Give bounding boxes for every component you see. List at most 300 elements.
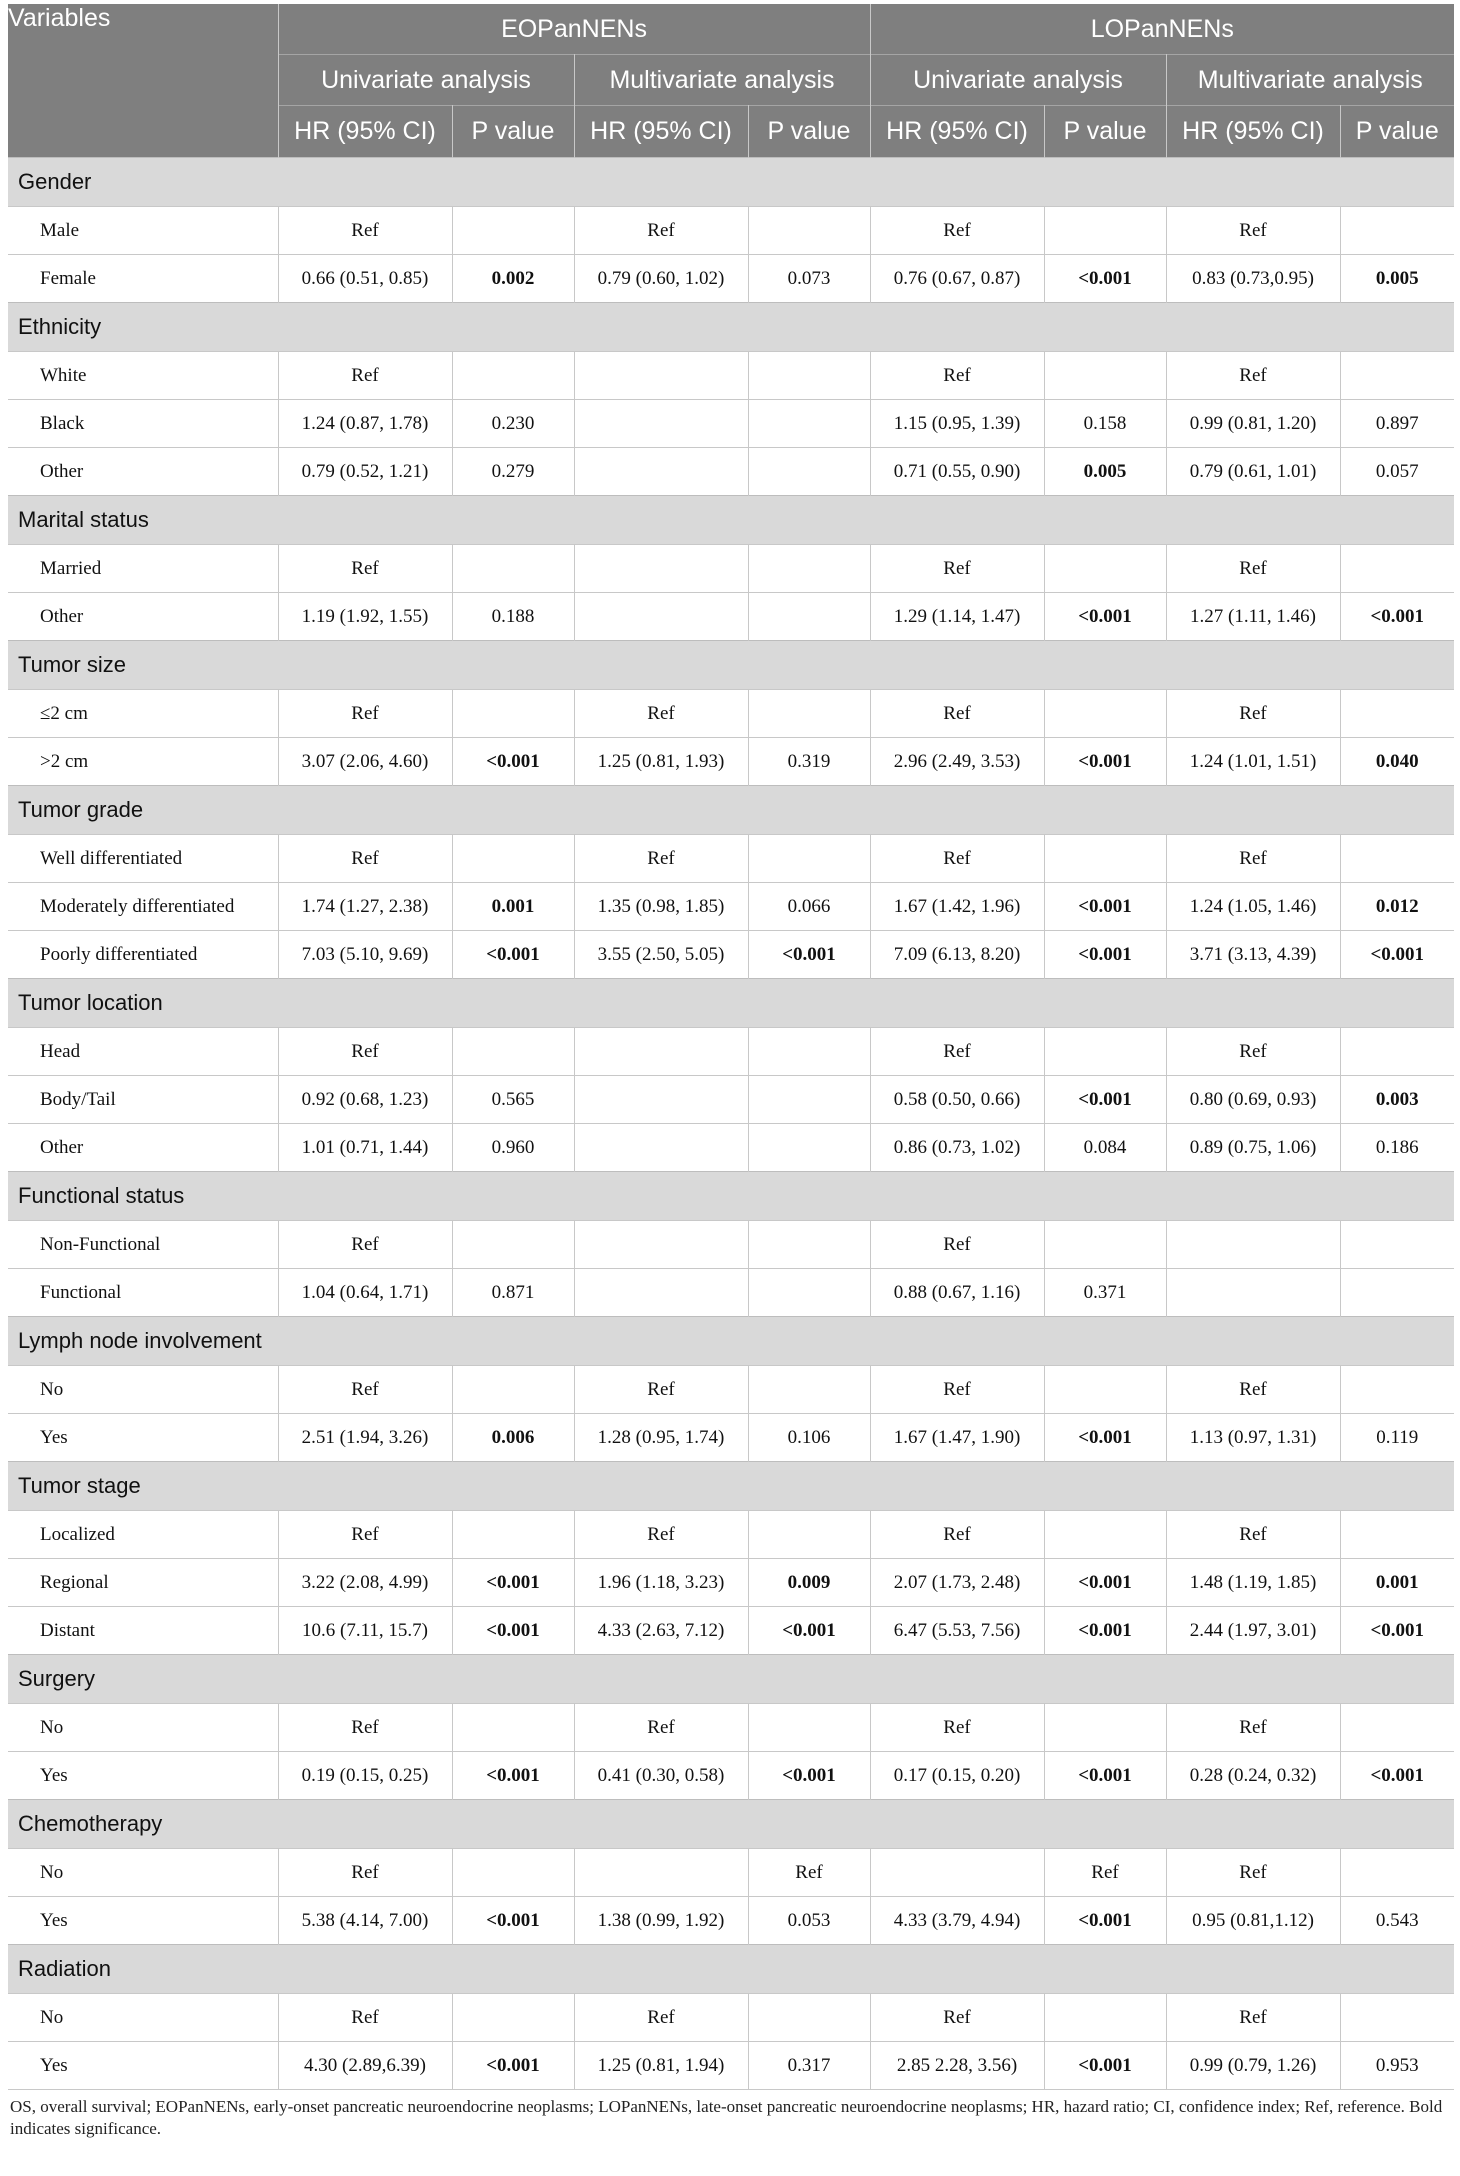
p-value-cell bbox=[748, 400, 870, 448]
section-row bbox=[8, 1462, 1454, 1511]
table-row bbox=[8, 1269, 1454, 1317]
p-value-cell: 0.005 bbox=[1044, 448, 1166, 496]
section-row bbox=[8, 1317, 1454, 1366]
p-value-cell bbox=[1340, 1994, 1454, 2042]
hr-cell: 0.89 (0.75, 1.06) bbox=[1166, 1124, 1340, 1172]
p-value-cell: <0.001 bbox=[748, 1752, 870, 1800]
table-row bbox=[8, 1897, 1454, 1945]
p-value-cell: <0.001 bbox=[1340, 931, 1454, 979]
row-label: Functional bbox=[8, 1269, 278, 1317]
p-value-cell bbox=[1044, 690, 1166, 738]
p-value-cell bbox=[452, 1849, 574, 1897]
p-value-cell: 0.057 bbox=[1340, 448, 1454, 496]
hr-cell: Ref bbox=[1166, 545, 1340, 593]
section-title: Radiation bbox=[8, 1945, 1454, 1994]
p-value-cell: <0.001 bbox=[1044, 2042, 1166, 2090]
hr-cell: Ref bbox=[278, 1366, 452, 1414]
row-label: Yes bbox=[8, 1414, 278, 1462]
column-header-p: P value bbox=[1044, 106, 1166, 158]
row-label: Yes bbox=[8, 2042, 278, 2090]
table-row bbox=[8, 1028, 1454, 1076]
row-label: Other bbox=[8, 1124, 278, 1172]
p-value-cell bbox=[748, 352, 870, 400]
section-title: Functional status bbox=[8, 1172, 1454, 1221]
analysis-header: Univariate analysis bbox=[870, 55, 1166, 106]
hr-cell: 0.86 (0.73, 1.02) bbox=[870, 1124, 1044, 1172]
table-row bbox=[8, 207, 1454, 255]
section-row bbox=[8, 1172, 1454, 1221]
p-value-cell: <0.001 bbox=[748, 931, 870, 979]
hr-cell: 0.71 (0.55, 0.90) bbox=[870, 448, 1044, 496]
p-value-cell bbox=[452, 352, 574, 400]
row-label: No bbox=[8, 1849, 278, 1897]
hr-cell: Ref bbox=[870, 545, 1044, 593]
p-value-cell bbox=[748, 690, 870, 738]
analysis-header: Multivariate analysis bbox=[1166, 55, 1454, 106]
p-value-cell bbox=[1044, 352, 1166, 400]
hr-cell: Ref bbox=[278, 690, 452, 738]
hr-cell: Ref bbox=[574, 835, 748, 883]
table-row bbox=[8, 1076, 1454, 1124]
hr-cell: Ref bbox=[1166, 207, 1340, 255]
hr-cell: 3.71 (3.13, 4.39) bbox=[1166, 931, 1340, 979]
p-value-cell: 0.084 bbox=[1044, 1124, 1166, 1172]
p-value-cell: 0.066 bbox=[748, 883, 870, 931]
hr-cell: 2.51 (1.94, 3.26) bbox=[278, 1414, 452, 1462]
hr-cell: Ref bbox=[1166, 1704, 1340, 1752]
p-value-cell: <0.001 bbox=[1044, 1607, 1166, 1655]
p-value-cell: 0.871 bbox=[452, 1269, 574, 1317]
hr-cell: 0.79 (0.60, 1.02) bbox=[574, 255, 748, 303]
p-value-cell bbox=[452, 1366, 574, 1414]
p-value-cell: 0.040 bbox=[1340, 738, 1454, 786]
hr-cell: Ref bbox=[870, 352, 1044, 400]
row-label: Yes bbox=[8, 1897, 278, 1945]
hr-cell: Ref bbox=[870, 207, 1044, 255]
row-label: ≤2 cm bbox=[8, 690, 278, 738]
hr-cell: 1.24 (1.05, 1.46) bbox=[1166, 883, 1340, 931]
p-value-cell bbox=[748, 1366, 870, 1414]
p-value-cell: 0.001 bbox=[1340, 1559, 1454, 1607]
table-row bbox=[8, 545, 1454, 593]
p-value-cell: 0.953 bbox=[1340, 2042, 1454, 2090]
row-label: White bbox=[8, 352, 278, 400]
p-value-cell bbox=[1044, 1366, 1166, 1414]
p-value-cell bbox=[748, 1704, 870, 1752]
section-title: Tumor size bbox=[8, 641, 1454, 690]
hr-cell: Ref bbox=[278, 545, 452, 593]
hr-cell: 1.13 (0.97, 1.31) bbox=[1166, 1414, 1340, 1462]
column-header-p: P value bbox=[1340, 106, 1454, 158]
p-value-cell bbox=[1044, 1704, 1166, 1752]
column-header-hr: HR (95% CI) bbox=[574, 106, 748, 158]
hr-cell: 1.28 (0.95, 1.74) bbox=[574, 1414, 748, 1462]
p-value-cell: <0.001 bbox=[1340, 1607, 1454, 1655]
p-value-cell bbox=[1044, 545, 1166, 593]
table-row bbox=[8, 1221, 1454, 1269]
hr-cell bbox=[574, 352, 748, 400]
table-row bbox=[8, 1511, 1454, 1559]
p-value-cell bbox=[1340, 1221, 1454, 1269]
p-value-cell: 0.002 bbox=[452, 255, 574, 303]
hr-cell: Ref bbox=[1166, 1511, 1340, 1559]
group-header-lopannens: LOPanNENs bbox=[870, 4, 1454, 55]
table-row bbox=[8, 400, 1454, 448]
analysis-header: Univariate analysis bbox=[278, 55, 574, 106]
section-title: Tumor grade bbox=[8, 786, 1454, 835]
row-label: Localized bbox=[8, 1511, 278, 1559]
p-value-cell bbox=[452, 835, 574, 883]
p-value-cell: Ref bbox=[748, 1849, 870, 1897]
p-value-cell: 0.897 bbox=[1340, 400, 1454, 448]
p-value-cell: 0.186 bbox=[1340, 1124, 1454, 1172]
table-row bbox=[8, 931, 1454, 979]
hr-cell: Ref bbox=[574, 1704, 748, 1752]
hr-cell: 0.92 (0.68, 1.23) bbox=[278, 1076, 452, 1124]
hr-cell: 2.07 (1.73, 2.48) bbox=[870, 1559, 1044, 1607]
p-value-cell bbox=[748, 1994, 870, 2042]
hr-cell: 0.41 (0.30, 0.58) bbox=[574, 1752, 748, 1800]
group-header-eopannens: EOPanNENs bbox=[278, 4, 870, 55]
analysis-header: Multivariate analysis bbox=[574, 55, 870, 106]
hr-cell: Ref bbox=[1166, 835, 1340, 883]
hr-cell: Ref bbox=[278, 1704, 452, 1752]
column-header-hr: HR (95% CI) bbox=[1166, 106, 1340, 158]
column-header-p: P value bbox=[748, 106, 870, 158]
row-label: Well differentiated bbox=[8, 835, 278, 883]
hr-cell: 1.01 (0.71, 1.44) bbox=[278, 1124, 452, 1172]
p-value-cell: <0.001 bbox=[1044, 593, 1166, 641]
hr-cell: Ref bbox=[870, 690, 1044, 738]
hr-cell: 2.96 (2.49, 3.53) bbox=[870, 738, 1044, 786]
p-value-cell: 0.565 bbox=[452, 1076, 574, 1124]
p-value-cell bbox=[452, 1511, 574, 1559]
hr-cell: 1.19 (1.92, 1.55) bbox=[278, 593, 452, 641]
p-value-cell: 0.006 bbox=[452, 1414, 574, 1462]
p-value-cell: <0.001 bbox=[452, 931, 574, 979]
row-label: Female bbox=[8, 255, 278, 303]
p-value-cell bbox=[452, 690, 574, 738]
section-title: Gender bbox=[8, 158, 1454, 207]
table-row bbox=[8, 690, 1454, 738]
p-value-cell bbox=[452, 545, 574, 593]
column-header-hr: HR (95% CI) bbox=[278, 106, 452, 158]
p-value-cell: <0.001 bbox=[452, 1897, 574, 1945]
row-label: Yes bbox=[8, 1752, 278, 1800]
p-value-cell: <0.001 bbox=[452, 2042, 574, 2090]
hr-cell: 0.19 (0.15, 0.25) bbox=[278, 1752, 452, 1800]
column-header-p: P value bbox=[452, 106, 574, 158]
table-row bbox=[8, 352, 1454, 400]
section-row bbox=[8, 303, 1454, 352]
hr-cell: Ref bbox=[278, 1849, 452, 1897]
hr-cell: Ref bbox=[278, 1221, 452, 1269]
p-value-cell bbox=[1044, 1028, 1166, 1076]
hr-cell bbox=[574, 1076, 748, 1124]
table-row bbox=[8, 1559, 1454, 1607]
hr-cell bbox=[870, 1849, 1044, 1897]
hr-cell: 5.38 (4.14, 7.00) bbox=[278, 1897, 452, 1945]
hr-cell: 2.85 2.28, 3.56) bbox=[870, 2042, 1044, 2090]
p-value-cell: <0.001 bbox=[1044, 738, 1166, 786]
hr-cell: 2.44 (1.97, 3.01) bbox=[1166, 1607, 1340, 1655]
p-value-cell bbox=[452, 207, 574, 255]
p-value-cell bbox=[1340, 545, 1454, 593]
hr-cell: Ref bbox=[278, 352, 452, 400]
hr-cell: 0.76 (0.67, 0.87) bbox=[870, 255, 1044, 303]
p-value-cell: 0.543 bbox=[1340, 1897, 1454, 1945]
p-value-cell bbox=[1340, 1269, 1454, 1317]
section-row bbox=[8, 1945, 1454, 1994]
p-value-cell: <0.001 bbox=[452, 1752, 574, 1800]
p-value-cell: 0.230 bbox=[452, 400, 574, 448]
p-value-cell: 0.009 bbox=[748, 1559, 870, 1607]
p-value-cell: <0.001 bbox=[1044, 883, 1166, 931]
section-title: Lymph node involvement bbox=[8, 1317, 1454, 1366]
hr-cell: Ref bbox=[1166, 352, 1340, 400]
hr-cell: 4.30 (2.89,6.39) bbox=[278, 2042, 452, 2090]
table-row bbox=[8, 1849, 1454, 1897]
row-label: No bbox=[8, 1704, 278, 1752]
hr-cell: 1.29 (1.14, 1.47) bbox=[870, 593, 1044, 641]
p-value-cell: <0.001 bbox=[1044, 1752, 1166, 1800]
hr-cell: 1.25 (0.81, 1.94) bbox=[574, 2042, 748, 2090]
table-row bbox=[8, 835, 1454, 883]
section-row bbox=[8, 1655, 1454, 1704]
row-label: Other bbox=[8, 448, 278, 496]
hr-cell: 1.24 (1.01, 1.51) bbox=[1166, 738, 1340, 786]
p-value-cell: 0.317 bbox=[748, 2042, 870, 2090]
p-value-cell bbox=[1340, 352, 1454, 400]
table-row bbox=[8, 1366, 1454, 1414]
p-value-cell: <0.001 bbox=[452, 1607, 574, 1655]
cox-regression-table bbox=[8, 4, 1454, 2090]
table-row bbox=[8, 1124, 1454, 1172]
p-value-cell: <0.001 bbox=[452, 1559, 574, 1607]
table-footnote: OS, overall survival; EOPanNENs, early-onset pancreatic neuroendocrine neoplasms; LOPanNENs, late-onset pancreatic neuroendocrine neoplasms; HR, hazard ratio; CI, confidence index; Ref, reference. Bold indicates significance. bbox=[10, 2097, 1443, 2138]
p-value-cell: 0.119 bbox=[1340, 1414, 1454, 1462]
row-label: Non-Functional bbox=[8, 1221, 278, 1269]
column-header-hr: HR (95% CI) bbox=[870, 106, 1044, 158]
table-row bbox=[8, 738, 1454, 786]
p-value-cell: <0.001 bbox=[748, 1607, 870, 1655]
hr-cell: 10.6 (7.11, 15.7) bbox=[278, 1607, 452, 1655]
p-value-cell bbox=[748, 1269, 870, 1317]
section-row bbox=[8, 641, 1454, 690]
p-value-cell bbox=[1044, 1511, 1166, 1559]
hr-cell: 1.27 (1.11, 1.46) bbox=[1166, 593, 1340, 641]
hr-cell bbox=[574, 448, 748, 496]
p-value-cell: 0.188 bbox=[452, 593, 574, 641]
p-value-cell bbox=[1044, 1994, 1166, 2042]
p-value-cell bbox=[748, 545, 870, 593]
section-row bbox=[8, 1800, 1454, 1849]
hr-cell: Ref bbox=[1166, 1366, 1340, 1414]
hr-cell: Ref bbox=[574, 1366, 748, 1414]
row-label: No bbox=[8, 1366, 278, 1414]
hr-cell: Ref bbox=[870, 1028, 1044, 1076]
hr-cell bbox=[574, 1028, 748, 1076]
hr-cell: 4.33 (3.79, 4.94) bbox=[870, 1897, 1044, 1945]
table-row bbox=[8, 2042, 1454, 2090]
p-value-cell bbox=[748, 593, 870, 641]
row-label: Male bbox=[8, 207, 278, 255]
hr-cell: Ref bbox=[574, 1994, 748, 2042]
section-title: Tumor location bbox=[8, 979, 1454, 1028]
hr-cell: Ref bbox=[574, 690, 748, 738]
hr-cell: 3.07 (2.06, 4.60) bbox=[278, 738, 452, 786]
hr-cell: 0.79 (0.61, 1.01) bbox=[1166, 448, 1340, 496]
row-label: Poorly differentiated bbox=[8, 931, 278, 979]
hr-cell bbox=[1166, 1221, 1340, 1269]
p-value-cell: 0.960 bbox=[452, 1124, 574, 1172]
p-value-cell: <0.001 bbox=[1044, 1897, 1166, 1945]
row-label: Regional bbox=[8, 1559, 278, 1607]
hr-cell: 0.95 (0.81,1.12) bbox=[1166, 1897, 1340, 1945]
p-value-cell: 0.001 bbox=[452, 883, 574, 931]
table-row bbox=[8, 255, 1454, 303]
p-value-cell: 0.319 bbox=[748, 738, 870, 786]
hr-cell: 1.67 (1.42, 1.96) bbox=[870, 883, 1044, 931]
p-value-cell: Ref bbox=[1044, 1849, 1166, 1897]
table-row bbox=[8, 448, 1454, 496]
hr-cell bbox=[574, 1849, 748, 1897]
hr-cell: 0.80 (0.69, 0.93) bbox=[1166, 1076, 1340, 1124]
hr-cell: 1.35 (0.98, 1.85) bbox=[574, 883, 748, 931]
hr-cell: 1.24 (0.87, 1.78) bbox=[278, 400, 452, 448]
p-value-cell: 0.012 bbox=[1340, 883, 1454, 931]
hr-cell: 1.38 (0.99, 1.92) bbox=[574, 1897, 748, 1945]
table-header bbox=[8, 4, 1454, 158]
hr-cell: 7.03 (5.10, 9.69) bbox=[278, 931, 452, 979]
hr-cell bbox=[574, 593, 748, 641]
row-label: Distant bbox=[8, 1607, 278, 1655]
p-value-cell: 0.158 bbox=[1044, 400, 1166, 448]
p-value-cell: <0.001 bbox=[1044, 255, 1166, 303]
p-value-cell: <0.001 bbox=[1340, 1752, 1454, 1800]
hr-cell: Ref bbox=[870, 1366, 1044, 1414]
row-label: Moderately differentiated bbox=[8, 883, 278, 931]
p-value-cell bbox=[1044, 1221, 1166, 1269]
hr-cell: 6.47 (5.53, 7.56) bbox=[870, 1607, 1044, 1655]
hr-cell: 0.99 (0.81, 1.20) bbox=[1166, 400, 1340, 448]
section-title: Chemotherapy bbox=[8, 1800, 1454, 1849]
hr-cell: Ref bbox=[278, 1028, 452, 1076]
hr-cell bbox=[574, 1221, 748, 1269]
hr-cell: 3.55 (2.50, 5.05) bbox=[574, 931, 748, 979]
p-value-cell bbox=[748, 448, 870, 496]
hr-cell: Ref bbox=[870, 835, 1044, 883]
hr-cell: Ref bbox=[1166, 1849, 1340, 1897]
p-value-cell bbox=[452, 1221, 574, 1269]
hr-cell: 1.04 (0.64, 1.71) bbox=[278, 1269, 452, 1317]
p-value-cell bbox=[1044, 207, 1166, 255]
section-row bbox=[8, 979, 1454, 1028]
row-label: Married bbox=[8, 545, 278, 593]
row-label: Head bbox=[8, 1028, 278, 1076]
p-value-cell bbox=[748, 1028, 870, 1076]
hr-cell: Ref bbox=[1166, 1028, 1340, 1076]
hr-cell: 0.99 (0.79, 1.26) bbox=[1166, 2042, 1340, 2090]
p-value-cell bbox=[748, 1221, 870, 1269]
hr-cell: 0.17 (0.15, 0.20) bbox=[870, 1752, 1044, 1800]
hr-cell bbox=[574, 1124, 748, 1172]
hr-cell: 4.33 (2.63, 7.12) bbox=[574, 1607, 748, 1655]
row-label: Body/Tail bbox=[8, 1076, 278, 1124]
hr-cell: Ref bbox=[278, 207, 452, 255]
hr-cell: 0.58 (0.50, 0.66) bbox=[870, 1076, 1044, 1124]
p-value-cell: 0.053 bbox=[748, 1897, 870, 1945]
p-value-cell: <0.001 bbox=[1044, 1559, 1166, 1607]
variables-header: Variables bbox=[8, 4, 278, 158]
hr-cell: 0.28 (0.24, 0.32) bbox=[1166, 1752, 1340, 1800]
p-value-cell: 0.106 bbox=[748, 1414, 870, 1462]
p-value-cell bbox=[748, 1511, 870, 1559]
hr-cell bbox=[574, 400, 748, 448]
hr-cell: Ref bbox=[574, 1511, 748, 1559]
hr-cell: Ref bbox=[870, 1511, 1044, 1559]
p-value-cell bbox=[452, 1994, 574, 2042]
p-value-cell: <0.001 bbox=[1340, 593, 1454, 641]
hr-cell: Ref bbox=[870, 1221, 1044, 1269]
section-title: Tumor stage bbox=[8, 1462, 1454, 1511]
hr-cell: 0.83 (0.73,0.95) bbox=[1166, 255, 1340, 303]
table-row bbox=[8, 1752, 1454, 1800]
results-table-figure bbox=[8, 4, 1454, 2140]
p-value-cell: 0.279 bbox=[452, 448, 574, 496]
section-row bbox=[8, 158, 1454, 207]
hr-cell: 7.09 (6.13, 8.20) bbox=[870, 931, 1044, 979]
table-row bbox=[8, 1994, 1454, 2042]
p-value-cell bbox=[1340, 207, 1454, 255]
p-value-cell bbox=[748, 1124, 870, 1172]
hr-cell bbox=[1166, 1269, 1340, 1317]
hr-cell: 0.88 (0.67, 1.16) bbox=[870, 1269, 1044, 1317]
table-row bbox=[8, 593, 1454, 641]
p-value-cell bbox=[748, 1076, 870, 1124]
hr-cell: 1.96 (1.18, 3.23) bbox=[574, 1559, 748, 1607]
hr-cell bbox=[574, 1269, 748, 1317]
row-label: No bbox=[8, 1994, 278, 2042]
table-row bbox=[8, 1704, 1454, 1752]
row-label: Other bbox=[8, 593, 278, 641]
row-label: Black bbox=[8, 400, 278, 448]
section-row bbox=[8, 496, 1454, 545]
hr-cell: 1.15 (0.95, 1.39) bbox=[870, 400, 1044, 448]
hr-cell: Ref bbox=[278, 1994, 452, 2042]
hr-cell: 3.22 (2.08, 4.99) bbox=[278, 1559, 452, 1607]
hr-cell bbox=[574, 545, 748, 593]
table-row bbox=[8, 1607, 1454, 1655]
p-value-cell: 0.371 bbox=[1044, 1269, 1166, 1317]
hr-cell: 1.67 (1.47, 1.90) bbox=[870, 1414, 1044, 1462]
table-body bbox=[8, 158, 1454, 2090]
p-value-cell bbox=[1340, 1028, 1454, 1076]
p-value-cell bbox=[452, 1704, 574, 1752]
hr-cell: Ref bbox=[1166, 1994, 1340, 2042]
p-value-cell bbox=[1340, 1366, 1454, 1414]
section-title: Surgery bbox=[8, 1655, 1454, 1704]
table-row bbox=[8, 883, 1454, 931]
p-value-cell bbox=[748, 835, 870, 883]
p-value-cell: 0.073 bbox=[748, 255, 870, 303]
section-title: Marital status bbox=[8, 496, 1454, 545]
hr-cell: 0.79 (0.52, 1.21) bbox=[278, 448, 452, 496]
p-value-cell bbox=[748, 207, 870, 255]
p-value-cell: 0.003 bbox=[1340, 1076, 1454, 1124]
hr-cell: 0.66 (0.51, 0.85) bbox=[278, 255, 452, 303]
p-value-cell: <0.001 bbox=[452, 738, 574, 786]
